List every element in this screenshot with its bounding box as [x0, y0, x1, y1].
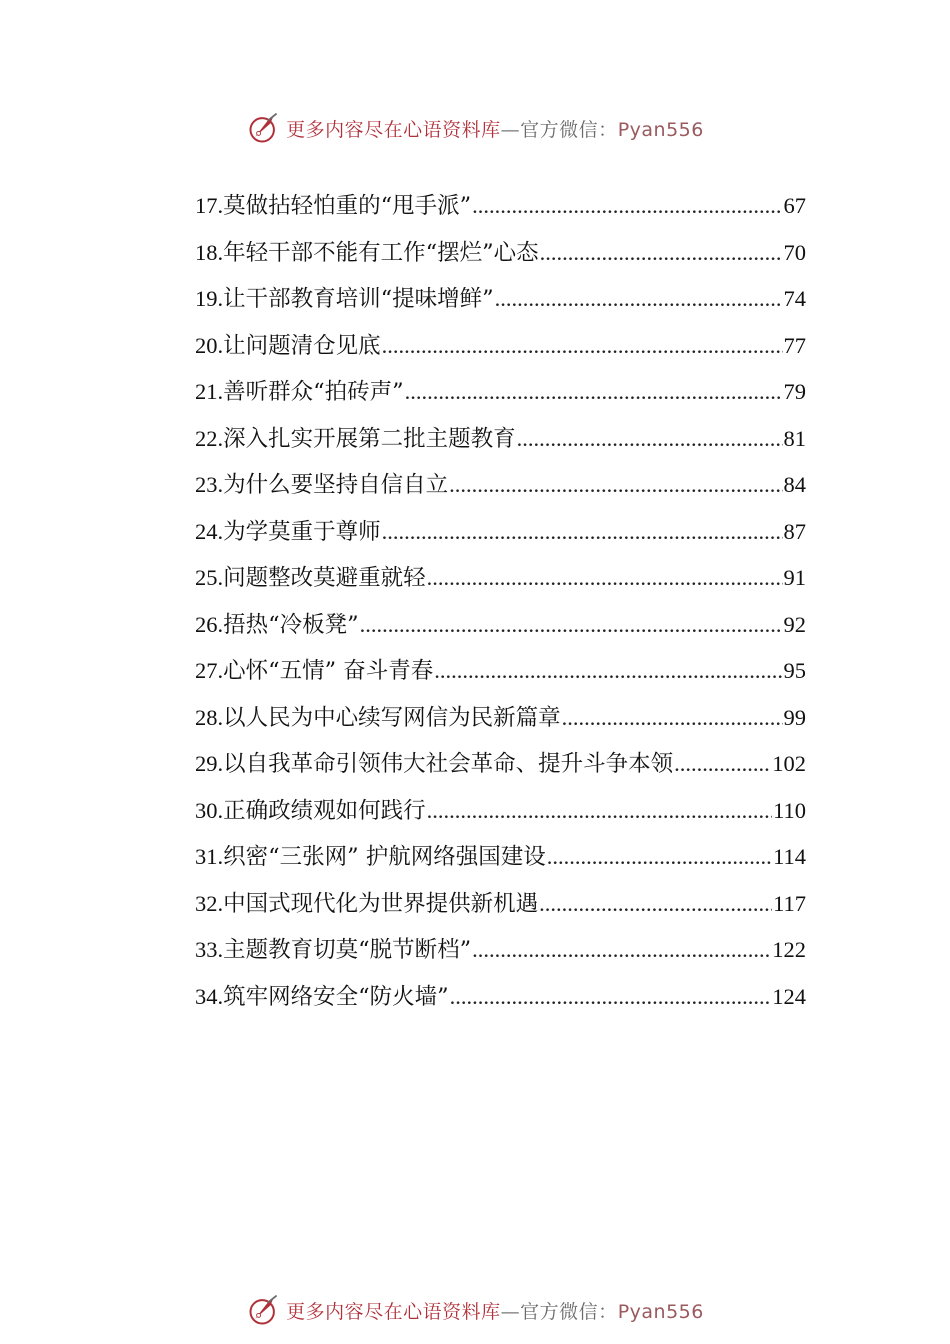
toc-entry[interactable] [195, 369, 806, 416]
toc-entry-page-number: 99 [783, 704, 806, 730]
toc-entry[interactable] [195, 741, 806, 788]
toc-entry-number: 17. [195, 193, 224, 218]
toc-entry-title: 正确政绩观如何践行 [223, 797, 426, 824]
toc-entry-number: 32. [195, 890, 224, 916]
toc-entry-leader-dots [427, 555, 783, 602]
banner-dash: — [500, 1300, 521, 1323]
toc-entry-page-number: 124 [772, 983, 806, 1009]
toc-entry-number: 22. [195, 425, 224, 451]
toc-entry-title: 深入扎实开展第二批主题教育 [223, 425, 516, 452]
toc-entry-title: 捂热“冷板凳” [223, 611, 359, 638]
pen-nib-circle-logo-icon [246, 1292, 282, 1328]
toc-entry-leader-dots [562, 695, 783, 742]
toc-entry-leader-dots [382, 509, 783, 556]
toc-entry-number: 34. [195, 983, 224, 1009]
banner-account: Pyan556 [617, 1300, 704, 1323]
toc-entry-title: 以自我革命引领伟大社会革命、提升斗争本领 [223, 751, 674, 777]
banner-text [286, 1297, 704, 1324]
toc-entry-number: 28. [195, 704, 224, 730]
toc-entry-leader-dots [449, 462, 782, 509]
toc-entry-page-number: 122 [772, 937, 806, 962]
banner-label: 官方微信： [520, 1300, 618, 1323]
toc-entry-number: 31. [195, 844, 224, 869]
toc-entry-title: 筑牢网络安全“防火墙” [223, 983, 449, 1010]
toc-entry[interactable] [195, 462, 806, 509]
toc-entry-title: 年轻干部不能有工作“摆烂”心态 [223, 239, 539, 266]
toc-entry-leader-dots [382, 323, 783, 370]
toc-entry[interactable] [195, 323, 806, 370]
toc-entry-title: 让问题清仓见底 [223, 332, 381, 359]
toc-entry-number: 18. [195, 239, 224, 265]
toc-entry[interactable] [195, 276, 806, 323]
toc-entry-leader-dots [674, 741, 771, 788]
header-banner [0, 108, 950, 148]
toc-entry-title: 为学莫重于尊师 [223, 518, 381, 545]
toc-entry-page-number: 77 [783, 332, 806, 358]
banner-main-text: 更多内容尽在心语资料库 [286, 1300, 501, 1323]
toc-entry[interactable] [195, 648, 806, 695]
toc-entry-title: 让干部教育培训“提味增鲜” [223, 286, 494, 312]
table-of-contents [195, 183, 806, 1020]
toc-entry-page-number: 114 [773, 844, 806, 869]
toc-entry[interactable] [195, 927, 806, 974]
toc-entry-title: 主题教育切莫“脱节断档” [223, 937, 472, 963]
toc-entry-page-number: 67 [783, 193, 806, 218]
toc-entry-number: 25. [195, 565, 224, 590]
toc-entry[interactable] [195, 183, 806, 230]
banner-label: 官方微信： [520, 118, 618, 141]
toc-entry-leader-dots [450, 974, 772, 1021]
toc-entry-number: 33. [195, 937, 224, 962]
toc-entry-page-number: 117 [773, 890, 806, 916]
toc-entry[interactable] [195, 974, 806, 1021]
banner-account: Pyan556 [617, 118, 704, 141]
toc-entry-title: 善听群众“拍砖声” [223, 379, 404, 405]
toc-entry-leader-dots [540, 230, 783, 277]
toc-entry-page-number: 70 [783, 239, 806, 265]
toc-entry-number: 29. [195, 751, 224, 776]
toc-entry-number: 27. [195, 658, 224, 683]
pen-nib-circle-logo-icon [246, 110, 282, 146]
toc-entry-title: 以人民为中心续写网信为民新篇章 [223, 704, 561, 731]
toc-entry[interactable] [195, 230, 806, 277]
toc-entry-leader-dots [495, 276, 783, 323]
toc-entry-number: 26. [195, 611, 224, 637]
toc-entry[interactable] [195, 881, 806, 928]
toc-entry-page-number: 74 [783, 286, 806, 311]
toc-entry[interactable] [195, 602, 806, 649]
toc-entry[interactable] [195, 788, 806, 835]
toc-entry[interactable] [195, 509, 806, 556]
toc-entry[interactable] [195, 695, 806, 742]
toc-entry-leader-dots [360, 602, 783, 649]
toc-entry-title: 中国式现代化为世界提供新机遇 [223, 890, 539, 917]
toc-entry-page-number: 81 [783, 425, 806, 451]
banner-text [286, 115, 704, 142]
toc-entry[interactable] [195, 416, 806, 463]
toc-entry-page-number: 87 [783, 518, 806, 544]
toc-entry[interactable] [195, 555, 806, 602]
toc-entry-page-number: 79 [783, 379, 806, 404]
toc-entry-page-number: 84 [783, 472, 806, 497]
toc-entry-title: 为什么要坚持自信自立 [223, 472, 449, 498]
toc-entry-title: 问题整改莫避重就轻 [223, 565, 426, 591]
toc-entry-number: 20. [195, 332, 224, 358]
footer-banner [0, 1290, 950, 1330]
toc-entry-number: 19. [195, 286, 224, 311]
toc-entry-number: 23. [195, 472, 224, 497]
toc-entry-leader-dots [405, 369, 783, 416]
toc-entry-page-number: 91 [783, 565, 806, 590]
toc-entry-number: 21. [195, 379, 224, 404]
toc-entry-number: 30. [195, 797, 224, 823]
toc-entry-title: 莫做拈轻怕重的“甩手派” [223, 193, 472, 219]
toc-entry-leader-dots [427, 788, 772, 835]
toc-entry-title: 织密“三张网” 护航网络强国建设 [223, 844, 546, 870]
toc-entry[interactable] [195, 834, 806, 881]
toc-entry-page-number: 102 [772, 751, 806, 776]
toc-entry-leader-dots [472, 927, 771, 974]
toc-entry-number: 24. [195, 518, 224, 544]
toc-entry-leader-dots [434, 648, 782, 695]
banner-main-text: 更多内容尽在心语资料库 [286, 118, 501, 141]
toc-entry-title: 心怀“五情” 奋斗青春 [223, 658, 434, 684]
toc-entry-page-number: 95 [783, 658, 806, 683]
toc-entry-leader-dots [517, 416, 783, 463]
toc-entry-leader-dots [547, 834, 772, 881]
toc-entry-leader-dots [539, 881, 772, 928]
toc-entry-leader-dots [472, 183, 782, 230]
toc-entry-page-number: 92 [783, 611, 806, 637]
toc-entry-page-number: 110 [773, 797, 806, 823]
banner-dash: — [500, 118, 521, 141]
